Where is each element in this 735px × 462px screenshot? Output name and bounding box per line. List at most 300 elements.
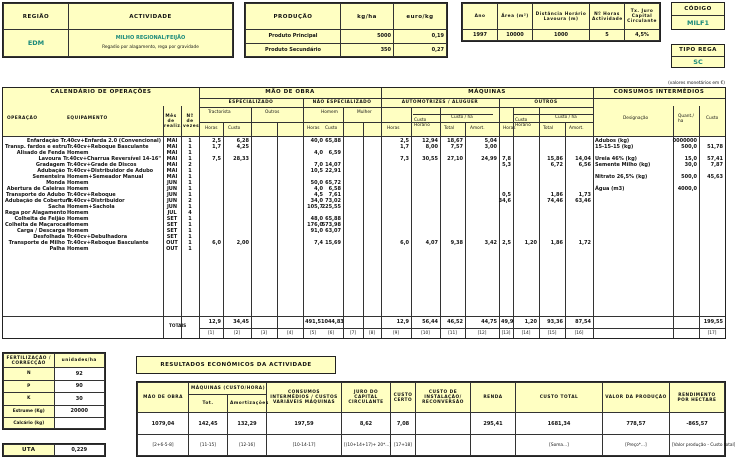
man-hours-cell: 105,7 xyxy=(307,204,323,210)
operation-times: 4 xyxy=(188,210,192,216)
col-cost-ha: Custo / ha xyxy=(451,115,473,120)
total-index: [12] xyxy=(477,331,487,336)
man-cost-cell: 65,88 xyxy=(325,138,341,144)
production-panel xyxy=(244,2,448,58)
col-hours: Horas xyxy=(387,126,400,131)
operation-times: 2 xyxy=(188,162,192,168)
col-woman: Mulher xyxy=(357,110,372,115)
man-cost-cell: 6,59 xyxy=(328,150,341,156)
fert-title: FERTILIZAÇÃO / CORRECÇÃO xyxy=(4,354,55,368)
col-hourly-cost: Custo Horário xyxy=(515,118,531,128)
man-hours-cell: 4,0 xyxy=(314,186,323,192)
automotive-subtitle: AUTOMOTRIZES / ALUGUER xyxy=(401,100,479,105)
operation-month: SET xyxy=(166,234,178,240)
res-machines-tot-formula: [11-15] xyxy=(189,435,228,456)
ci-quantity xyxy=(672,138,697,192)
ci-designation-cell: Nitrato 26,5% (kg) xyxy=(595,174,648,180)
fertilization-panel xyxy=(2,352,106,430)
res-machines-amort: 132,29 xyxy=(228,413,267,435)
operation-equipment: Homem xyxy=(67,150,89,156)
operation-times: 1 xyxy=(188,180,192,186)
total-index: [17] xyxy=(707,331,717,336)
fert-lime-label: Calcário (kg) xyxy=(4,418,55,429)
res-machines-header: MÁQUINAS (CUSTO/HORA) xyxy=(189,383,267,395)
total-cell: 49,9 xyxy=(501,319,514,325)
operation-month: SET xyxy=(166,222,178,228)
man-hours-cell: 10,5 xyxy=(310,168,323,174)
auto-machine-cell: 27,10 xyxy=(447,156,463,162)
other-machine-cell: 0,5 xyxy=(502,192,511,198)
col-equipment: EQUIPAMENTO xyxy=(67,116,108,121)
ci-designation xyxy=(595,138,671,192)
man-cost-cell: 73,02 xyxy=(325,198,341,204)
total-cell: 87,54 xyxy=(575,319,591,325)
col-tractorist: Tractorista xyxy=(208,110,231,115)
ci-designation-cell: Semente Milho (kg) xyxy=(595,162,651,168)
farm-year-header: Ano xyxy=(463,4,498,30)
fert-p-label: P xyxy=(4,380,55,393)
operation-equipment: Homem+Sachola xyxy=(67,204,115,210)
operation-name: Gradagem xyxy=(35,162,65,168)
col-hours: Horas xyxy=(205,126,218,131)
operation-month: SET xyxy=(166,228,178,234)
operation-equipment: Homem+Semeador Manual xyxy=(67,174,144,180)
machines-title: MÁQUINAS xyxy=(468,89,506,95)
farm-hours[interactable]: 5 xyxy=(590,30,625,41)
other-machine-cell: 63,46 xyxy=(575,198,591,204)
ci-quantity-cell: 500,0 xyxy=(681,144,697,150)
ci-quantity-cell: 15,0 xyxy=(684,156,697,162)
total-index: [16] xyxy=(574,331,584,336)
res-rent-formula xyxy=(471,435,516,456)
auto-machine-cell: 3,42 xyxy=(484,240,497,246)
operations-table xyxy=(2,87,726,339)
ci-designation-cell: 15-15-15 (kg) xyxy=(595,144,634,150)
tractorist-cost-cell: 2,00 xyxy=(236,240,249,246)
res-income-value: -865,57 xyxy=(670,413,725,435)
month-list xyxy=(163,138,181,252)
activity-description: Regadio por alagamento, rega por gravidade xyxy=(102,45,199,50)
res-income-formula: [Valor produção - Custo total] xyxy=(670,435,725,456)
operation-equipment: Tr.40cv+Debulhadora xyxy=(67,234,128,240)
operation-month: OUT xyxy=(166,240,178,246)
res-install-value xyxy=(416,413,471,435)
operation-times: 1 xyxy=(188,222,192,228)
auto-machine-cell: 7,57 xyxy=(450,144,463,150)
operation-name: Sacha xyxy=(48,204,65,210)
operation-month: MAI xyxy=(166,174,178,180)
col-hours: Horas xyxy=(503,126,516,131)
operation-name: Rega por Alagamento xyxy=(5,210,67,216)
operation-times: 1 xyxy=(188,168,192,174)
operation-row[interactable] xyxy=(5,246,161,252)
total-cell: 46,52 xyxy=(447,319,463,325)
auto-machine-cell: 5,04 xyxy=(484,138,497,144)
operation-times: 1 xyxy=(188,192,192,198)
total-cell: 1044,83 xyxy=(321,319,344,325)
res-rent-value: 295,41 xyxy=(471,413,516,435)
operation-times: 1 xyxy=(188,228,192,234)
farm-distance-header: Distância Horário Lavoura (m) xyxy=(533,4,590,30)
total-cell: 491,5 xyxy=(305,319,321,325)
res-rent-header: RENDA xyxy=(471,383,516,413)
man-cost-cell: 22,91 xyxy=(325,168,341,174)
operation-name: Desfolhada xyxy=(33,234,65,240)
tractorist-cost-cell: 4,25 xyxy=(236,144,249,150)
activity-value: MILHO REGIONAL/FEIJÃO xyxy=(115,35,186,41)
other-machine-cell: 1,73 xyxy=(578,192,591,198)
consumables-title: CONSUMOS INTERMÉDIOS xyxy=(613,89,705,95)
man-cost-cell: 63,07 xyxy=(325,228,341,234)
total-cell: 1,20 xyxy=(524,319,537,325)
total-index: [15] xyxy=(547,331,557,336)
man-hours-cell: 34,0 xyxy=(310,198,323,204)
tractorist-hours-cell: 2,5 xyxy=(212,138,221,144)
man-cost xyxy=(321,138,341,252)
uta-value: 0,229 xyxy=(54,445,105,456)
res-total-cost-header: CUSTO TOTAL xyxy=(516,383,603,413)
uta-panel xyxy=(2,443,106,457)
man-cost-cell: 65,72 xyxy=(325,180,341,186)
col-cost: Custo xyxy=(228,126,241,131)
fert-unit: unidades/ha xyxy=(54,354,105,368)
auto-machine-cell: 9,38 xyxy=(450,240,463,246)
tractorist-cost xyxy=(225,138,249,252)
res-machines-tot: 142,45 xyxy=(189,413,228,435)
col-hours: Horas xyxy=(307,126,320,131)
ci-cost xyxy=(701,138,723,192)
farm-hours-header: Nº Horas Actividade xyxy=(590,4,625,30)
total-cell: 56,44 xyxy=(422,319,438,325)
fert-p-value[interactable]: 90 xyxy=(54,380,105,393)
col-cost: Custo xyxy=(325,126,338,131)
monetary-note: (valores monetários em €) xyxy=(668,81,725,86)
col-times: Nº de vezes xyxy=(183,114,200,129)
fert-manure-value[interactable]: 20000 xyxy=(54,405,105,418)
fert-k-value[interactable]: 30 xyxy=(54,393,105,406)
man-hours-cell: 50,0 xyxy=(310,180,323,186)
region-value: EDM xyxy=(4,30,69,57)
farm-interest-header: Tx. Juro Capital Circulante xyxy=(625,4,660,30)
operation-name: Colheita de Maçarocas xyxy=(5,222,69,228)
total-cell: 12,9 xyxy=(208,319,221,325)
totals-index-row xyxy=(3,329,725,339)
man-cost-cell: 15,69 xyxy=(325,240,341,246)
res-production-value-header: VALOR DA PRODUÇÃO xyxy=(603,383,670,413)
operation-name: Alisado de Fenda xyxy=(16,150,65,156)
auto-machine-cell: 12,94 xyxy=(422,138,438,144)
other-machines-subtitle: OUTROS xyxy=(534,100,558,105)
operation-times: 1 xyxy=(188,216,192,222)
auto-amort xyxy=(467,138,497,252)
operation-month: JUN xyxy=(166,192,178,198)
res-fixed-cost-value: 7,08 xyxy=(391,413,416,435)
other-machine-cell: 6,72 xyxy=(550,162,563,168)
operation-equipment: Homem xyxy=(67,228,89,234)
man-hours-cell: 176,0 xyxy=(307,222,323,228)
col-amort: Amort. xyxy=(569,126,584,131)
other-machine-cell: 74,46 xyxy=(547,198,563,204)
man-hours-cell: 4,0 xyxy=(314,150,323,156)
auto-machine-cell: 4,07 xyxy=(425,240,438,246)
nonspecialized-subtitle: NÃO ESPECIALIZADO xyxy=(312,100,372,105)
total-index: [13] xyxy=(501,331,511,336)
region-label: REGIÃO xyxy=(4,4,69,30)
auto-machine-cell: 24,99 xyxy=(481,156,497,162)
operation-month: SET xyxy=(166,216,178,222)
auto-machine-cell: 6,0 xyxy=(400,240,409,246)
col-total: Total xyxy=(543,126,554,131)
totals-row xyxy=(3,317,725,328)
ci-cost-cell: 51,78 xyxy=(707,144,723,150)
operation-name: Monda xyxy=(46,180,65,186)
col-man: Homem xyxy=(321,110,338,115)
operation-equipment: Homem xyxy=(67,246,89,252)
ci-cost-cell: 7,87 xyxy=(710,162,723,168)
operation-times: 2 xyxy=(188,198,192,204)
res-ci-formula: [10-14-17] xyxy=(267,435,342,456)
operation-equipment: Homem xyxy=(67,186,89,192)
other-machine-cell: 7,8 xyxy=(502,156,511,162)
total-cell: 44,75 xyxy=(481,319,497,325)
operation-name: Lavoura xyxy=(38,156,62,162)
operation-name: Palha xyxy=(49,246,65,252)
other-machine-cell: 6,56 xyxy=(578,162,591,168)
total-index: [2] xyxy=(233,331,241,336)
col-others: Outros xyxy=(265,110,280,115)
fert-n-value[interactable]: 92 xyxy=(54,368,105,381)
man-cost-cell: 65,88 xyxy=(325,216,341,222)
production-row-price[interactable]: 0,19 xyxy=(394,30,447,44)
operation-month: JUL xyxy=(167,210,177,216)
operation-equipment: Homem xyxy=(67,222,89,228)
man-hours-cell: 4,5 xyxy=(314,192,323,198)
other-machine-cell: 1,86 xyxy=(550,240,563,246)
col-cost: Custo xyxy=(706,116,719,121)
operation-equipment: Homem xyxy=(67,216,89,222)
rega-value: SC xyxy=(693,58,703,66)
operation-name: Carga / Descarga xyxy=(16,228,65,234)
res-ci-value: 197,59 xyxy=(267,413,342,435)
total-index: [10] xyxy=(421,331,430,336)
operation-month: OUT xyxy=(166,246,178,252)
activity-label: ACTIVIDADE xyxy=(69,4,233,30)
rega-panel xyxy=(671,44,725,68)
operation-month: JUN xyxy=(166,198,178,204)
operation-list xyxy=(5,138,161,252)
ci-designation-cell: Ureia 46% (kg) xyxy=(595,156,637,162)
operation-equipment: Tr.40cv+Reboque Basculante xyxy=(67,144,149,150)
ci-quantity-cell: 4000,0 xyxy=(677,186,697,192)
operation-month: MAI xyxy=(166,138,178,144)
res-production-formula: [Preço*...] xyxy=(603,435,670,456)
auto-machine-cell: 7,3 xyxy=(400,156,409,162)
operation-name: Adubação de Cobertura xyxy=(5,198,72,204)
total-cell: 199,55 xyxy=(703,319,723,325)
uta-label: UTA xyxy=(4,445,55,456)
total-cell: 12,9 xyxy=(396,319,409,325)
total-index: [8] xyxy=(368,331,376,336)
operation-name: Sementeira xyxy=(32,174,65,180)
code-value: MILF1 xyxy=(687,19,709,27)
production-row-price[interactable]: 0,27 xyxy=(394,43,447,57)
total-index: [5] xyxy=(309,331,317,336)
operation-name: Transporte de Milho xyxy=(8,240,65,246)
man-cost-cell: 573,98 xyxy=(321,222,341,228)
code-panel xyxy=(671,2,725,30)
other-hours xyxy=(498,138,511,252)
operation-month: JUN xyxy=(166,204,178,210)
ci-cost-cell: 45,63 xyxy=(707,174,723,180)
farm-distance[interactable]: 1000 xyxy=(533,30,590,41)
operation-name: Transporte do Adubo xyxy=(5,192,65,198)
operation-equipment: Tr.40cv+Distribuidor xyxy=(67,198,125,204)
res-ci-header: CONSUMOS INTERMÉDIOS / CUSTOS VARIÁVEIS MÁQUINAS xyxy=(267,383,342,413)
col-designation: Designação xyxy=(623,116,649,121)
production-row-kg[interactable]: 5000 xyxy=(341,30,394,44)
specialized-subtitle: ESPECIALIZADO xyxy=(228,100,274,105)
auto-machine-cell: 1,7 xyxy=(400,144,409,150)
auto-hourly-cost xyxy=(413,138,438,252)
operation-equipment: Tr.40cv+Distribuidor de Adubo xyxy=(67,168,154,174)
res-interest-formula: [(10+14+17)+ 20*...] xyxy=(342,435,391,456)
totals-label: TOTAIS xyxy=(169,324,187,329)
operation-times: 1 xyxy=(188,246,192,252)
production-kg-header: kg/ha xyxy=(341,4,394,30)
results-table xyxy=(136,381,735,457)
fert-lime-value[interactable] xyxy=(54,418,105,429)
other-machine-cell: 15,86 xyxy=(547,156,563,162)
labour-title: MÃO DE OBRA xyxy=(265,89,315,95)
res-install-header: CUSTO DE INSTALAÇÃO/ RECONVERSÃO xyxy=(416,383,471,413)
col-total: Total xyxy=(444,126,455,131)
man-hours-cell: 40,0 xyxy=(310,138,323,144)
production-row-kg[interactable]: 350 xyxy=(341,43,394,57)
res-labour-formula: [2+6-5-8] xyxy=(138,435,189,456)
col-month: Mês de realiz. xyxy=(164,114,183,129)
operation-equipment: Tr.40cv+Charrua Reversível 14-16" xyxy=(63,156,161,162)
other-machine-cell: 2,5 xyxy=(502,240,511,246)
production-euro-header: euro/kg xyxy=(394,4,447,30)
calendar-title: CALENDÁRIO DE OPERAÇÕES xyxy=(50,89,152,95)
operation-name: Transp. fardos e estru xyxy=(5,144,68,150)
farm-interest[interactable]: 4,5% xyxy=(625,30,660,41)
total-cell: 34,45 xyxy=(233,319,249,325)
operation-equipment: Homem xyxy=(67,180,89,186)
results-title-box xyxy=(136,356,336,374)
total-index: [7] xyxy=(349,331,357,336)
operation-times: 1 xyxy=(188,204,192,210)
ci-designation-cell: Água (m3) xyxy=(595,186,625,192)
other-total xyxy=(541,138,563,252)
res-interest-value: 8,62 xyxy=(342,413,391,435)
production-row-label: Produto Secundário xyxy=(246,43,341,57)
ci-designation-cell: Adubos (kg) xyxy=(595,138,630,144)
tractorist-hours-cell: 7,5 xyxy=(212,156,221,162)
col-hourly-cost: Custo Horário xyxy=(414,118,430,128)
other-machine-cell: 1,20 xyxy=(524,240,537,246)
res-amort-header: Amortizações xyxy=(228,395,267,413)
operation-times: 1 xyxy=(188,234,192,240)
total-index: [9] xyxy=(392,331,400,336)
res-total-cost-value: 1681,34 xyxy=(516,413,603,435)
res-income-header: RENDIMENTO POR HECTARE xyxy=(670,383,725,413)
tractorist-cost-cell: 6,28 xyxy=(236,138,249,144)
region-activity-panel xyxy=(2,2,234,58)
operation-month: MAI xyxy=(166,150,178,156)
auto-machine-cell: 3,00 xyxy=(484,144,497,150)
production-row-label: Produto Principal xyxy=(246,30,341,44)
auto-machine-cell: 8,00 xyxy=(425,144,438,150)
auto-machine-cell: 18,67 xyxy=(447,138,463,144)
total-index: [4] xyxy=(286,331,294,336)
auto-machine-cell: 30,55 xyxy=(422,156,438,162)
total-index: [14] xyxy=(521,331,531,336)
results-title: RESULTADOS ECONÓMICOS DA ACTIVIDADE xyxy=(160,362,312,368)
other-machine-cell: 5,3 xyxy=(502,162,511,168)
operation-equipment: Tr.40cv+Grade de Discos xyxy=(67,162,137,168)
other-machine-cell: 34,6 xyxy=(498,198,511,204)
farm-area[interactable]: 10000 xyxy=(498,30,533,41)
man-cost-cell: 7,61 xyxy=(328,192,341,198)
col-cost-ha: Custo / ha xyxy=(555,115,577,120)
tractorist-cost-cell: 28,33 xyxy=(233,156,249,162)
production-header: PRODUÇÃO xyxy=(246,4,341,30)
operation-equipment: Tr.40cv+Reboque Basculante xyxy=(67,240,149,246)
res-fixed-cost-header: CUSTO CERTO xyxy=(391,383,416,413)
man-hours-cell: 91,0 xyxy=(310,228,323,234)
operation-month: JUN xyxy=(166,180,178,186)
auto-hours xyxy=(383,138,409,252)
operation-name: Adubação xyxy=(37,168,65,174)
other-machine-cell: 1,72 xyxy=(578,240,591,246)
other-machine-cell: 1,86 xyxy=(550,192,563,198)
operation-month: MAI xyxy=(166,162,178,168)
operation-equipment: Tr.40cv+Enfarda 2.0 (Convencional) xyxy=(60,138,161,144)
res-machines-amort-formula: [12-16] xyxy=(228,435,267,456)
ci-quantity-cell: 30,0 xyxy=(684,162,697,168)
operation-month: JUN xyxy=(166,186,178,192)
auto-machine-cell: 2,5 xyxy=(400,138,409,144)
farm-panel xyxy=(461,2,661,42)
times-list xyxy=(181,138,199,252)
other-hourly-cost xyxy=(515,138,537,252)
total-index: [3] xyxy=(260,331,268,336)
operation-name: Enfardação xyxy=(26,138,59,144)
man-cost-cell: 14,07 xyxy=(325,162,341,168)
res-labour-value: 1079,04 xyxy=(138,413,189,435)
total-cell: 93,36 xyxy=(547,319,563,325)
farm-area-header: Área (m²) xyxy=(498,4,533,30)
man-cost-cell: 225,55 xyxy=(321,204,341,210)
man-hours-cell: 7,4 xyxy=(314,240,323,246)
operation-month: MAI xyxy=(166,168,178,174)
operation-times: 1 xyxy=(188,186,192,192)
man-hours-cell: 48,0 xyxy=(310,216,323,222)
operation-times: 1 xyxy=(188,138,192,144)
other-machine-cell: 14,04 xyxy=(575,156,591,162)
res-fixed-cost-formula: [17+18] xyxy=(391,435,416,456)
operation-month: MAI xyxy=(166,144,178,150)
farm-year[interactable]: 1997 xyxy=(463,30,498,41)
operation-name: Abertura de Caleiras xyxy=(6,186,65,192)
tractorist-hours-cell: 1,7 xyxy=(212,144,221,150)
fert-k-label: K xyxy=(4,393,55,406)
res-total-cost-formula: [Soma...] xyxy=(516,435,603,456)
res-tot-header: Tot. xyxy=(189,395,228,413)
tractorist-hours-cell: 6,0 xyxy=(212,240,221,246)
fert-n-label: N xyxy=(4,368,55,381)
